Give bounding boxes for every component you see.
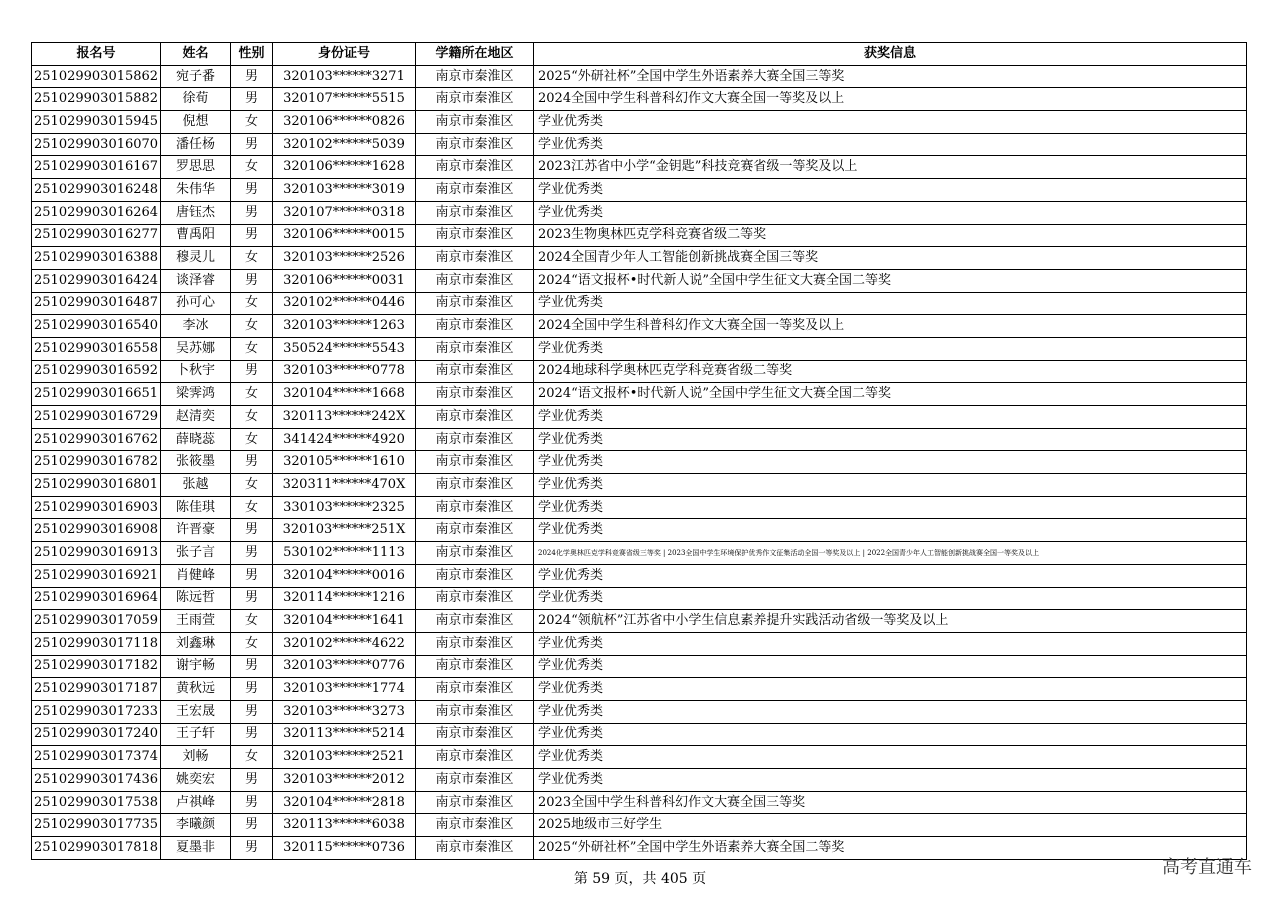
cell-gender: 女	[231, 746, 273, 769]
cell-region: 南京市秦淮区	[416, 315, 534, 338]
table-row	[32, 746, 1247, 769]
cell-registration-no: 251029903017538	[32, 791, 161, 814]
cell-award-info: 学业优秀类	[534, 292, 1247, 315]
cell-id-number: 320107******0318	[273, 201, 416, 224]
cell-name: 吴苏娜	[161, 337, 231, 360]
cell-award-info: 学业优秀类	[534, 564, 1247, 587]
cell-region: 南京市秦淮区	[416, 247, 534, 270]
cell-name: 朱伟华	[161, 179, 231, 202]
cell-registration-no: 251029903016651	[32, 383, 161, 406]
cell-region: 南京市秦淮区	[416, 111, 534, 134]
cell-region: 南京市秦淮区	[416, 406, 534, 429]
cell-award-info: 学业优秀类	[534, 587, 1247, 610]
cell-id-number: 320103******2521	[273, 746, 416, 769]
cell-id-number: 320107******5515	[273, 88, 416, 111]
cell-id-number: 320103******0776	[273, 655, 416, 678]
cell-name: 黄秋远	[161, 678, 231, 701]
cell-region: 南京市秦淮区	[416, 791, 534, 814]
cell-registration-no: 251029903017059	[32, 610, 161, 633]
table-row	[32, 610, 1247, 633]
header-id-number: 身份证号	[273, 43, 416, 66]
cell-award-info: 学业优秀类	[534, 201, 1247, 224]
cell-registration-no: 251029903017187	[32, 678, 161, 701]
cell-id-number: 530102******1113	[273, 542, 416, 565]
cell-registration-no: 251029903016913	[32, 542, 161, 565]
cell-award-info: 学业优秀类	[534, 655, 1247, 678]
cell-gender: 女	[231, 156, 273, 179]
cell-id-number: 320104******1668	[273, 383, 416, 406]
cell-region: 南京市秦淮区	[416, 632, 534, 655]
table-row	[32, 133, 1247, 156]
cell-region: 南京市秦淮区	[416, 587, 534, 610]
cell-award-info: 学业优秀类	[534, 769, 1247, 792]
cell-gender: 男	[231, 837, 273, 860]
cell-registration-no: 251029903015882	[32, 88, 161, 111]
cell-name: 肖健峰	[161, 564, 231, 587]
cell-award-info: 2025“外研社杯”全国中学生外语素养大赛全国二等奖	[534, 837, 1247, 860]
cell-id-number: 320311******470X	[273, 474, 416, 497]
cell-gender: 女	[231, 247, 273, 270]
table-body	[32, 65, 1247, 859]
cell-registration-no: 251029903016388	[32, 247, 161, 270]
cell-name: 罗思思	[161, 156, 231, 179]
cell-name: 卢祺峰	[161, 791, 231, 814]
cell-registration-no: 251029903017233	[32, 700, 161, 723]
cell-award-info: 学业优秀类	[534, 133, 1247, 156]
cell-id-number: 320102******4622	[273, 632, 416, 655]
cell-gender: 男	[231, 791, 273, 814]
header-name: 姓名	[161, 43, 231, 66]
header-region: 学籍所在地区	[416, 43, 534, 66]
cell-award-info: 2023江苏省中小学“金钥匙”科技竞赛省级一等奖及以上	[534, 156, 1247, 179]
cell-region: 南京市秦淮区	[416, 133, 534, 156]
cell-gender: 男	[231, 769, 273, 792]
cell-id-number: 320103******2012	[273, 769, 416, 792]
cell-award-info: 学业优秀类	[534, 337, 1247, 360]
cell-award-info: 学业优秀类	[534, 451, 1247, 474]
cell-region: 南京市秦淮区	[416, 88, 534, 111]
table-row	[32, 474, 1247, 497]
cell-id-number: 320102******5039	[273, 133, 416, 156]
cell-gender: 男	[231, 542, 273, 565]
cell-award-info: 学业优秀类	[534, 746, 1247, 769]
cell-gender: 女	[231, 406, 273, 429]
cell-gender: 女	[231, 632, 273, 655]
cell-registration-no: 251029903016921	[32, 564, 161, 587]
cell-name: 刘畅	[161, 746, 231, 769]
cell-region: 南京市秦淮区	[416, 360, 534, 383]
table-row	[32, 156, 1247, 179]
cell-id-number: 320103******1774	[273, 678, 416, 701]
cell-name: 孙可心	[161, 292, 231, 315]
cell-id-number: 320113******5214	[273, 723, 416, 746]
table-row	[32, 814, 1247, 837]
table-row	[32, 542, 1247, 565]
table-row	[32, 201, 1247, 224]
cell-id-number: 320103******2526	[273, 247, 416, 270]
cell-award-info: 2024化学奥林匹克学科竞赛省级三等奖 | 2023全国中学生环境保护优秀作文征集活动全国一等奖及以上 | 2022全国青少年人工智能创新挑战赛全国一等奖及以上	[534, 542, 1247, 565]
cell-registration-no: 251029903016558	[32, 337, 161, 360]
cell-gender: 女	[231, 496, 273, 519]
cell-region: 南京市秦淮区	[416, 746, 534, 769]
cell-registration-no: 251029903015945	[32, 111, 161, 134]
table-row	[32, 428, 1247, 451]
cell-award-info: 2024地球科学奥林匹克学科竞赛省级二等奖	[534, 360, 1247, 383]
cell-gender: 男	[231, 269, 273, 292]
cell-region: 南京市秦淮区	[416, 156, 534, 179]
cell-id-number: 320106******1628	[273, 156, 416, 179]
cell-registration-no: 251029903017735	[32, 814, 161, 837]
cell-region: 南京市秦淮区	[416, 292, 534, 315]
cell-name: 曹禹阳	[161, 224, 231, 247]
cell-gender: 男	[231, 179, 273, 202]
cell-name: 李冰	[161, 315, 231, 338]
cell-name: 谈泽睿	[161, 269, 231, 292]
cell-registration-no: 251029903016964	[32, 587, 161, 610]
cell-registration-no: 251029903016167	[32, 156, 161, 179]
cell-registration-no: 251029903016729	[32, 406, 161, 429]
cell-gender: 女	[231, 292, 273, 315]
cell-name: 谢宇畅	[161, 655, 231, 678]
cell-gender: 女	[231, 337, 273, 360]
cell-name: 陈佳琪	[161, 496, 231, 519]
cell-name: 王雨萱	[161, 610, 231, 633]
cell-award-info: 学业优秀类	[534, 632, 1247, 655]
cell-award-info: 2025地级市三好学生	[534, 814, 1247, 837]
cell-region: 南京市秦淮区	[416, 269, 534, 292]
table-row	[32, 247, 1247, 270]
cell-id-number: 320106******0826	[273, 111, 416, 134]
cell-registration-no: 251029903016903	[32, 496, 161, 519]
cell-award-info: 2023全国中学生科普科幻作文大赛全国三等奖	[534, 791, 1247, 814]
cell-name: 张筱墨	[161, 451, 231, 474]
table-row	[32, 519, 1247, 542]
cell-region: 南京市秦淮区	[416, 519, 534, 542]
cell-id-number: 320113******6038	[273, 814, 416, 837]
cell-award-info: 2024“领航杯”江苏省中小学生信息素养提升实践活动省级一等奖及以上	[534, 610, 1247, 633]
cell-id-number: 320113******242X	[273, 406, 416, 429]
cell-award-info: 2024“语文报杯•时代新人说”全国中学生征文大赛全国二等奖	[534, 383, 1247, 406]
table-row	[32, 632, 1247, 655]
cell-name: 李曦颜	[161, 814, 231, 837]
cell-registration-no: 251029903016487	[32, 292, 161, 315]
cell-id-number: 341424******4920	[273, 428, 416, 451]
cell-gender: 男	[231, 519, 273, 542]
cell-gender: 男	[231, 88, 273, 111]
cell-award-info: 学业优秀类	[534, 723, 1247, 746]
cell-gender: 男	[231, 201, 273, 224]
cell-gender: 男	[231, 587, 273, 610]
cell-registration-no: 251029903016248	[32, 179, 161, 202]
cell-gender: 男	[231, 133, 273, 156]
cell-gender: 男	[231, 360, 273, 383]
cell-region: 南京市秦淮区	[416, 700, 534, 723]
table-row	[32, 383, 1247, 406]
cell-name: 宛子番	[161, 65, 231, 88]
cell-gender: 女	[231, 610, 273, 633]
cell-registration-no: 251029903016277	[32, 224, 161, 247]
cell-registration-no: 251029903017118	[32, 632, 161, 655]
cell-registration-no: 251029903016424	[32, 269, 161, 292]
cell-registration-no: 251029903017374	[32, 746, 161, 769]
cell-region: 南京市秦淮区	[416, 201, 534, 224]
cell-name: 梁霁鸿	[161, 383, 231, 406]
cell-registration-no: 251029903017818	[32, 837, 161, 860]
cell-name: 姚奕宏	[161, 769, 231, 792]
cell-region: 南京市秦淮区	[416, 564, 534, 587]
table-row	[32, 678, 1247, 701]
table-row	[32, 723, 1247, 746]
cell-name: 夏墨非	[161, 837, 231, 860]
cell-award-info: 2024“语文报杯•时代新人说”全国中学生征文大赛全国二等奖	[534, 269, 1247, 292]
cell-award-info: 2025“外研社杯”全国中学生外语素养大赛全国三等奖	[534, 65, 1247, 88]
cell-registration-no: 251029903016801	[32, 474, 161, 497]
table-row	[32, 791, 1247, 814]
table-row	[32, 179, 1247, 202]
cell-gender: 男	[231, 655, 273, 678]
cell-id-number: 320104******1641	[273, 610, 416, 633]
table-row	[32, 269, 1247, 292]
cell-id-number: 320103******0778	[273, 360, 416, 383]
cell-region: 南京市秦淮区	[416, 542, 534, 565]
cell-region: 南京市秦淮区	[416, 655, 534, 678]
cell-id-number: 320103******251X	[273, 519, 416, 542]
table-row	[32, 587, 1247, 610]
cell-name: 卜秋宇	[161, 360, 231, 383]
cell-award-info: 学业优秀类	[534, 179, 1247, 202]
cell-id-number: 320103******3273	[273, 700, 416, 723]
cell-region: 南京市秦淮区	[416, 428, 534, 451]
cell-name: 张子言	[161, 542, 231, 565]
cell-registration-no: 251029903016782	[32, 451, 161, 474]
cell-region: 南京市秦淮区	[416, 179, 534, 202]
header-gender: 性别	[231, 43, 273, 66]
cell-registration-no: 251029903016540	[32, 315, 161, 338]
cell-award-info: 学业优秀类	[534, 519, 1247, 542]
cell-registration-no: 251029903016908	[32, 519, 161, 542]
cell-award-info: 学业优秀类	[534, 700, 1247, 723]
cell-name: 张越	[161, 474, 231, 497]
cell-award-info: 学业优秀类	[534, 428, 1247, 451]
cell-region: 南京市秦淮区	[416, 837, 534, 860]
cell-gender: 男	[231, 814, 273, 837]
table-row	[32, 451, 1247, 474]
award-table	[31, 42, 1247, 860]
table-row	[32, 360, 1247, 383]
table-row	[32, 224, 1247, 247]
table-row	[32, 655, 1247, 678]
cell-id-number: 350524******5543	[273, 337, 416, 360]
cell-award-info: 2024全国青少年人工智能创新挑战赛全国三等奖	[534, 247, 1247, 270]
cell-region: 南京市秦淮区	[416, 769, 534, 792]
cell-region: 南京市秦淮区	[416, 814, 534, 837]
cell-award-info: 学业优秀类	[534, 678, 1247, 701]
cell-gender: 男	[231, 224, 273, 247]
cell-gender: 男	[231, 564, 273, 587]
cell-name: 穆灵儿	[161, 247, 231, 270]
cell-region: 南京市秦淮区	[416, 337, 534, 360]
cell-gender: 男	[231, 723, 273, 746]
cell-gender: 女	[231, 428, 273, 451]
cell-registration-no: 251029903017240	[32, 723, 161, 746]
cell-award-info: 2024全国中学生科普科幻作文大赛全国一等奖及以上	[534, 315, 1247, 338]
cell-gender: 男	[231, 451, 273, 474]
cell-id-number: 320102******0446	[273, 292, 416, 315]
header-registration-no: 报名号	[32, 43, 161, 66]
cell-gender: 女	[231, 474, 273, 497]
cell-award-info: 学业优秀类	[534, 496, 1247, 519]
table-row	[32, 406, 1247, 429]
cell-gender: 男	[231, 65, 273, 88]
cell-region: 南京市秦淮区	[416, 224, 534, 247]
cell-id-number: 320103******3271	[273, 65, 416, 88]
cell-id-number: 320106******0031	[273, 269, 416, 292]
cell-registration-no: 251029903016592	[32, 360, 161, 383]
table-row	[32, 700, 1247, 723]
cell-id-number: 320115******0736	[273, 837, 416, 860]
watermark-logo: 高考直通车	[1162, 857, 1252, 878]
cell-id-number: 320103******1263	[273, 315, 416, 338]
table-row	[32, 496, 1247, 519]
cell-gender: 女	[231, 383, 273, 406]
cell-name: 薛晓蕊	[161, 428, 231, 451]
cell-region: 南京市秦淮区	[416, 451, 534, 474]
cell-name: 潘任杨	[161, 133, 231, 156]
cell-award-info: 学业优秀类	[534, 406, 1247, 429]
cell-registration-no: 251029903016762	[32, 428, 161, 451]
page-number: 第 59 页，共 405 页	[573, 871, 707, 887]
cell-name: 徐荀	[161, 88, 231, 111]
cell-id-number: 320104******0016	[273, 564, 416, 587]
cell-name: 唐钰杰	[161, 201, 231, 224]
cell-registration-no: 251029903015862	[32, 65, 161, 88]
cell-id-number: 320104******2818	[273, 791, 416, 814]
cell-name: 许晋豪	[161, 519, 231, 542]
cell-region: 南京市秦淮区	[416, 610, 534, 633]
table-row	[32, 769, 1247, 792]
header-award-info: 获奖信息	[534, 43, 1247, 66]
table-row	[32, 111, 1247, 134]
table-row	[32, 292, 1247, 315]
cell-registration-no: 251029903017436	[32, 769, 161, 792]
cell-award-info: 2023生物奥林匹克学科竞赛省级二等奖	[534, 224, 1247, 247]
cell-registration-no: 251029903016070	[32, 133, 161, 156]
cell-id-number: 330103******2325	[273, 496, 416, 519]
cell-name: 陈远哲	[161, 587, 231, 610]
table-row	[32, 564, 1247, 587]
table-row	[32, 837, 1247, 860]
table-row	[32, 315, 1247, 338]
cell-id-number: 320103******3019	[273, 179, 416, 202]
cell-award-info: 学业优秀类	[534, 474, 1247, 497]
cell-region: 南京市秦淮区	[416, 496, 534, 519]
cell-region: 南京市秦淮区	[416, 65, 534, 88]
table-row	[32, 88, 1247, 111]
cell-id-number: 320106******0015	[273, 224, 416, 247]
cell-award-info: 学业优秀类	[534, 111, 1247, 134]
cell-id-number: 320114******1216	[273, 587, 416, 610]
cell-name: 王宏晟	[161, 700, 231, 723]
cell-gender: 女	[231, 111, 273, 134]
cell-award-info: 2024全国中学生科普科幻作文大赛全国一等奖及以上	[534, 88, 1247, 111]
cell-region: 南京市秦淮区	[416, 723, 534, 746]
cell-name: 王子轩	[161, 723, 231, 746]
table-header-row	[32, 43, 1247, 66]
cell-registration-no: 251029903017182	[32, 655, 161, 678]
cell-gender: 男	[231, 700, 273, 723]
cell-name: 赵清奕	[161, 406, 231, 429]
cell-gender: 男	[231, 678, 273, 701]
cell-gender: 女	[231, 315, 273, 338]
cell-region: 南京市秦淮区	[416, 474, 534, 497]
cell-name: 倪想	[161, 111, 231, 134]
cell-registration-no: 251029903016264	[32, 201, 161, 224]
table-row	[32, 337, 1247, 360]
table-row	[32, 65, 1247, 88]
cell-id-number: 320105******1610	[273, 451, 416, 474]
cell-region: 南京市秦淮区	[416, 383, 534, 406]
cell-region: 南京市秦淮区	[416, 678, 534, 701]
cell-name: 刘鑫琳	[161, 632, 231, 655]
